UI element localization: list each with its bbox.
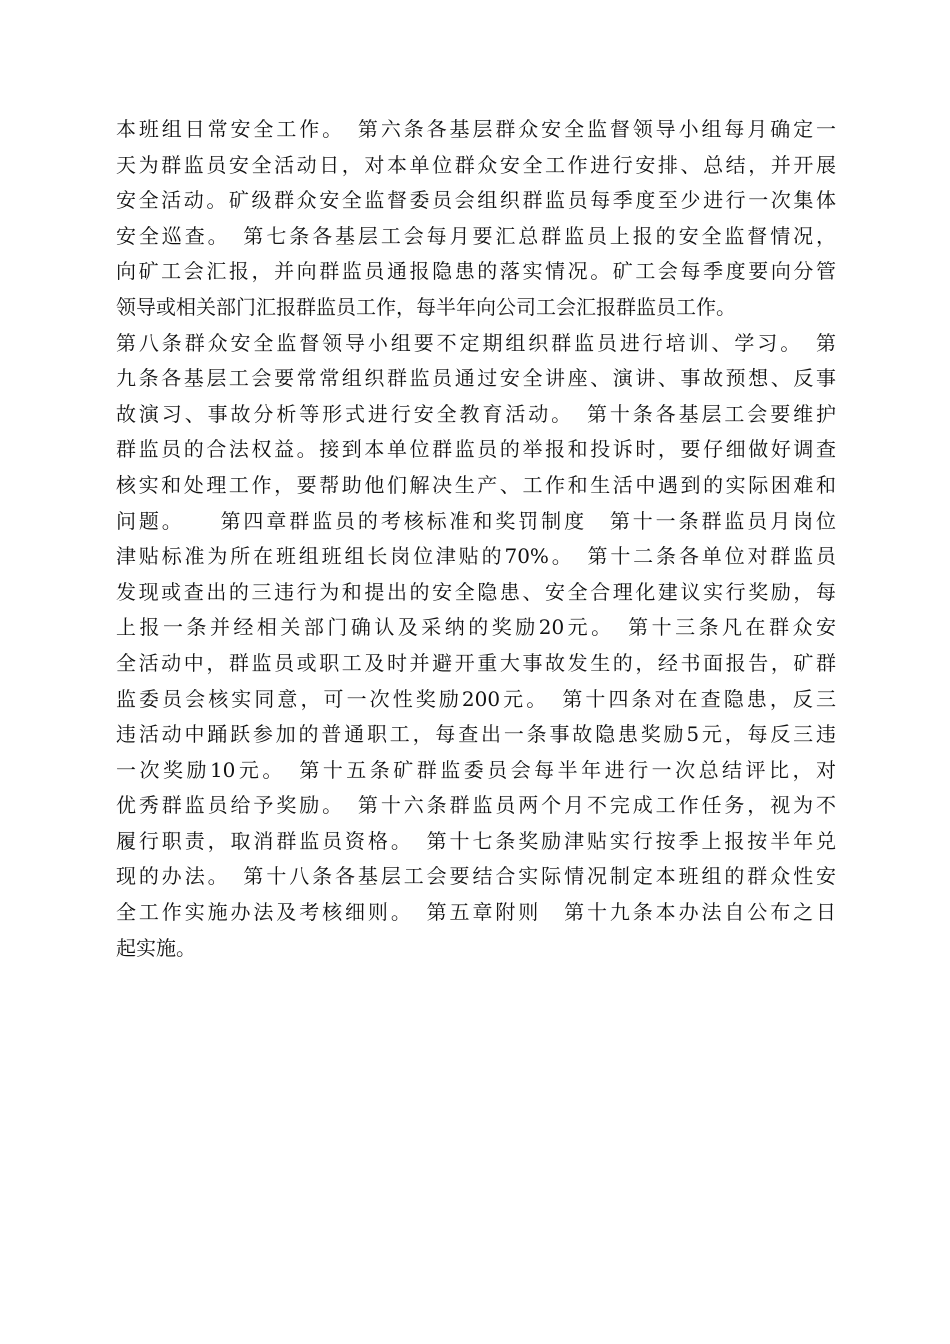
text-line: 起实施。 [116, 935, 196, 960]
text-line: 违活动中踊跃参加的普通职工，每查出一条事故隐患奖励5元，每反三违 [116, 722, 836, 747]
text-line: 全活动中，群监员或职工及时并避开重大事故发生的，经书面报告，矿群 [116, 650, 836, 675]
text-line: 领导或相关部门汇报群监员工作，每半年向公司工会汇报群监员工作。 [116, 294, 736, 319]
text-line: 津贴标准为所在班组班组长岗位津贴的70%。 第十二条各单位对群监员 [116, 544, 836, 569]
text-line: 履行职责，取消群监员资格。 第十七条奖励津贴实行按季上报按半年兑 [116, 828, 836, 853]
text-line: 全工作实施办法及考核细则。 第五章附则 第十九条本办法自公布之日 [116, 900, 836, 925]
text-line: 发现或查出的三违行为和提出的安全隐患、安全合理化建议实行奖励，每 [116, 579, 836, 604]
text-line: 安全活动。矿级群众安全监督委员会组织群监员每季度至少进行一次集体 [116, 188, 836, 213]
text-line: 安全巡查。 第七条各基层工会每月要汇总群监员上报的安全监督情况， [116, 223, 836, 248]
text-line: 群监员的合法权益。接到本单位群监员的举报和投诉时，要仔细做好调查 [116, 437, 836, 462]
text-line: 向矿工会汇报，并向群监员通报隐患的落实情况。矿工会每季度要向分管 [116, 259, 836, 284]
text-line: 第八条群众安全监督领导小组要不定期组织群监员进行培训、学习。 第 [116, 330, 836, 355]
text-line: 核实和处理工作，要帮助他们解决生产、工作和生活中遇到的实际困难和 [116, 472, 836, 497]
text-line: 天为群监员安全活动日，对本单位群众安全工作进行安排、总结，并开展 [116, 152, 836, 177]
text-line: 现的办法。 第十八条各基层工会要结合实际情况制定本班组的群众性安 [116, 864, 836, 889]
text-line: 故演习、事故分析等形式进行安全教育活动。 第十条各基层工会要维护 [116, 401, 836, 426]
text-line: 上报一条并经相关部门确认及采纳的奖励20元。 第十三条凡在群众安 [116, 615, 836, 640]
document-body-text [116, 112, 836, 966]
text-line: 本班组日常安全工作。 第六条各基层群众安全监督领导小组每月确定一 [116, 117, 836, 141]
text-line: 监委员会核实同意，可一次性奖励200元。 第十四条对在查隐患，反三 [116, 686, 836, 711]
text-line: 九条各基层工会要常常组织群监员通过安全讲座、演讲、事故预想、反事 [116, 366, 836, 391]
text-line: 一次奖励10元。 第十五条矿群监委员会每半年进行一次总结评比，对 [116, 757, 836, 782]
text-line: 优秀群监员给予奖励。 第十六条群监员两个月不完成工作任务，视为不 [116, 793, 836, 818]
text-line: 问题。 第四章群监员的考核标准和奖罚制度 第十一条群监员月岗位 [116, 508, 836, 533]
